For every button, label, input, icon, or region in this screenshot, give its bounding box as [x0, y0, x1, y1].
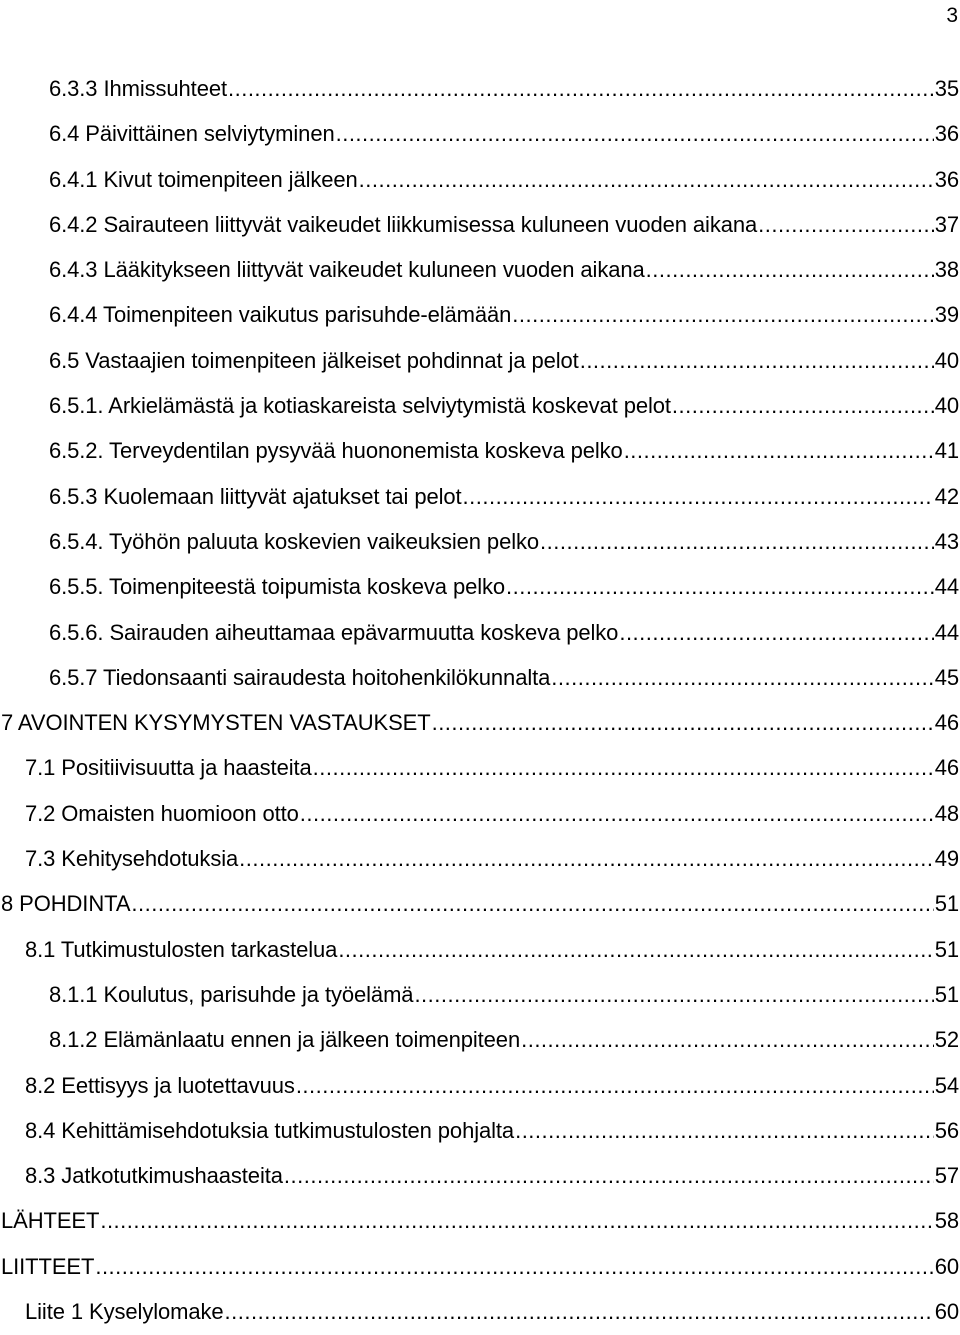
dot-leader — [338, 928, 933, 972]
toc-entry[interactable] — [0, 837, 960, 882]
dot-leader — [131, 882, 933, 926]
dot-leader — [100, 1199, 933, 1243]
toc-entry[interactable] — [0, 158, 960, 203]
toc-entry-page-number: 60 — [934, 1253, 959, 1279]
toc-entry-title: 6.5.5. Toimenpiteestä toipumista koskeva pelko — [49, 574, 506, 600]
toc-entry-title: 7.1 Positiivisuutta ja haasteita — [25, 755, 312, 781]
toc-entry[interactable] — [0, 248, 960, 293]
toc-entry-title: 6.5.1. Arkielämästä ja kotiaskareista selviytymistä koskevat pelot — [49, 393, 671, 419]
toc-entry-title: LÄHTEET — [1, 1208, 100, 1234]
dot-leader — [284, 1154, 934, 1198]
toc-entry-page-number: 57 — [934, 1163, 959, 1189]
toc-entry-page-number: 46 — [934, 755, 959, 781]
toc-entry-page-number: 45 — [934, 664, 959, 690]
toc-entry[interactable] — [0, 384, 960, 429]
toc-entry-title: 8.2 Eettisyys ja luotettavuus — [25, 1072, 295, 1098]
toc-entry-page-number: 51 — [934, 936, 959, 962]
toc-entry-title: Liite 1 Kyselylomake — [25, 1299, 224, 1325]
toc-entry[interactable] — [0, 928, 960, 973]
toc-entry[interactable] — [0, 429, 960, 474]
dot-leader — [313, 746, 934, 790]
dot-leader — [646, 248, 934, 292]
dot-leader — [580, 339, 934, 383]
toc-entry-page-number: 41 — [934, 438, 959, 464]
toc-entry[interactable] — [0, 67, 960, 112]
toc-entry-title: 8.1 Tutkimustulosten tarkastelua — [25, 936, 338, 962]
dot-leader — [359, 158, 934, 202]
toc-entry-page-number: 36 — [934, 121, 959, 147]
toc-entry-title: 6.5.3 Kuolemaan liittyvät ajatukset tai pelot — [49, 483, 462, 509]
toc-entry-title: 6.4.2 Sairauteen liittyvät vaikeudet liikkumisessa kuluneen vuoden aikana — [49, 211, 758, 237]
toc-entry-page-number: 54 — [934, 1072, 959, 1098]
dot-leader — [432, 701, 934, 745]
toc-entry-page-number: 51 — [934, 891, 959, 917]
dot-leader — [225, 1290, 934, 1334]
dot-leader — [551, 656, 933, 700]
dot-leader — [758, 203, 934, 247]
toc-entry-page-number: 37 — [934, 211, 959, 237]
toc-entry-page-number: 48 — [934, 800, 959, 826]
dot-leader — [239, 837, 934, 881]
toc-entry-page-number: 40 — [934, 347, 959, 373]
dot-leader — [414, 973, 933, 1017]
dot-leader — [512, 293, 933, 337]
toc-entry[interactable] — [0, 882, 960, 927]
toc-entry[interactable] — [0, 475, 960, 520]
toc-entry[interactable] — [0, 1199, 960, 1244]
toc-entry-title: 6.3.3 Ihmissuhteet — [49, 76, 227, 101]
dot-leader — [540, 520, 934, 564]
toc-entry-page-number: 52 — [934, 1027, 959, 1053]
toc-entry[interactable] — [0, 1064, 960, 1109]
toc-entry[interactable] — [0, 701, 960, 746]
dot-leader — [336, 112, 934, 156]
toc-entry-title: 8.1.1 Koulutus, parisuhde ja työelämä — [49, 981, 414, 1007]
dot-leader — [624, 429, 934, 473]
toc-entry-page-number: 43 — [934, 528, 959, 554]
toc-entry-title: 8.4 Kehittämisehdotuksia tutkimustulosten pohjalta — [25, 1117, 515, 1143]
toc-entry[interactable] — [0, 1245, 960, 1290]
toc-entry-title: 8.1.2 Elämänlaatu ennen ja jälkeen toimenpiteen — [49, 1027, 521, 1053]
toc-entry-title: 7.3 Kehitysehdotuksia — [25, 846, 239, 872]
toc-entry[interactable] — [0, 1290, 960, 1335]
toc-entry[interactable] — [0, 792, 960, 837]
toc-entry[interactable] — [0, 203, 960, 248]
toc-entry-title: 8 POHDINTA — [1, 891, 131, 917]
toc-entry-page-number: 35 — [934, 76, 959, 101]
dot-leader — [506, 565, 934, 609]
toc-entry-title: 6.5.6. Sairauden aiheuttamaa epävarmuutta koskeva pelko — [49, 619, 619, 645]
toc-entry[interactable] — [0, 293, 960, 338]
toc-entry-title: LIITTEET — [1, 1253, 95, 1279]
toc-entry-title: 6.4.1 Kivut toimenpiteen jälkeen — [49, 166, 358, 192]
dot-leader — [228, 67, 934, 111]
dot-leader — [463, 475, 934, 519]
toc-entry-page-number: 58 — [934, 1208, 959, 1234]
dot-leader — [521, 1018, 934, 1062]
toc-entry-page-number: 42 — [934, 483, 959, 509]
toc-entry-page-number: 44 — [934, 619, 959, 645]
toc-entry-page-number: 44 — [934, 574, 959, 600]
toc-entry-page-number: 40 — [934, 393, 959, 419]
dot-leader — [515, 1109, 934, 1153]
toc-entry-page-number: 49 — [934, 846, 959, 872]
toc-entry-title: 6.5 Vastaajien toimenpiteen jälkeiset pohdinnat ja pelot — [49, 347, 579, 373]
toc-entry[interactable] — [0, 973, 960, 1018]
dot-leader — [672, 384, 934, 428]
toc-entry-title: 7.2 Omaisten huomioon otto — [25, 800, 299, 826]
page-number: 3 — [946, 4, 958, 27]
toc-entry-page-number: 36 — [934, 166, 959, 192]
toc-entry[interactable] — [0, 520, 960, 565]
toc-entry-title: 8.3 Jatkotutkimushaasteita — [25, 1163, 283, 1189]
toc-entry[interactable] — [0, 611, 960, 656]
toc-entry[interactable] — [0, 1018, 960, 1063]
toc-entry-page-number: 51 — [934, 981, 959, 1007]
toc-entry-page-number: 46 — [934, 710, 959, 736]
toc-entry-title: 6.4.3 Lääkitykseen liittyvät vaikeudet kuluneen vuoden aikana — [49, 257, 645, 283]
toc-entry-page-number: 39 — [934, 302, 959, 328]
toc-entry-title: 6.5.4. Työhön paluuta koskevien vaikeuksien pelko — [49, 528, 540, 554]
toc-entry-title: 6.4.4 Toimenpiteen vaikutus parisuhde-elämään — [49, 302, 512, 328]
toc-entry[interactable] — [0, 746, 960, 791]
dot-leader — [296, 1064, 934, 1108]
table-of-contents — [0, 67, 960, 1335]
toc-entry-page-number: 56 — [934, 1117, 959, 1143]
toc-entry[interactable] — [0, 656, 960, 701]
toc-entry[interactable] — [0, 112, 960, 157]
toc-entry-title: 6.5.2. Terveydentilan pysyvää huononemista koskeva pelko — [49, 438, 623, 464]
toc-entry[interactable] — [0, 1154, 960, 1199]
toc-entry-page-number: 38 — [934, 257, 959, 283]
toc-entry[interactable] — [0, 1109, 960, 1154]
toc-entry-page-number: 60 — [934, 1299, 959, 1325]
dot-leader — [95, 1245, 933, 1289]
toc-entry-title: 7 AVOINTEN KYSYMYSTEN VASTAUKSET — [1, 710, 431, 736]
toc-entry-title: 6.5.7 Tiedonsaanti sairaudesta hoitohenkilökunnalta — [49, 664, 551, 690]
toc-entry-title: 6.4 Päivittäinen selviytyminen — [49, 121, 335, 147]
toc-entry[interactable] — [0, 565, 960, 610]
dot-leader — [619, 611, 933, 655]
toc-entry[interactable] — [0, 339, 960, 384]
dot-leader — [300, 792, 934, 836]
